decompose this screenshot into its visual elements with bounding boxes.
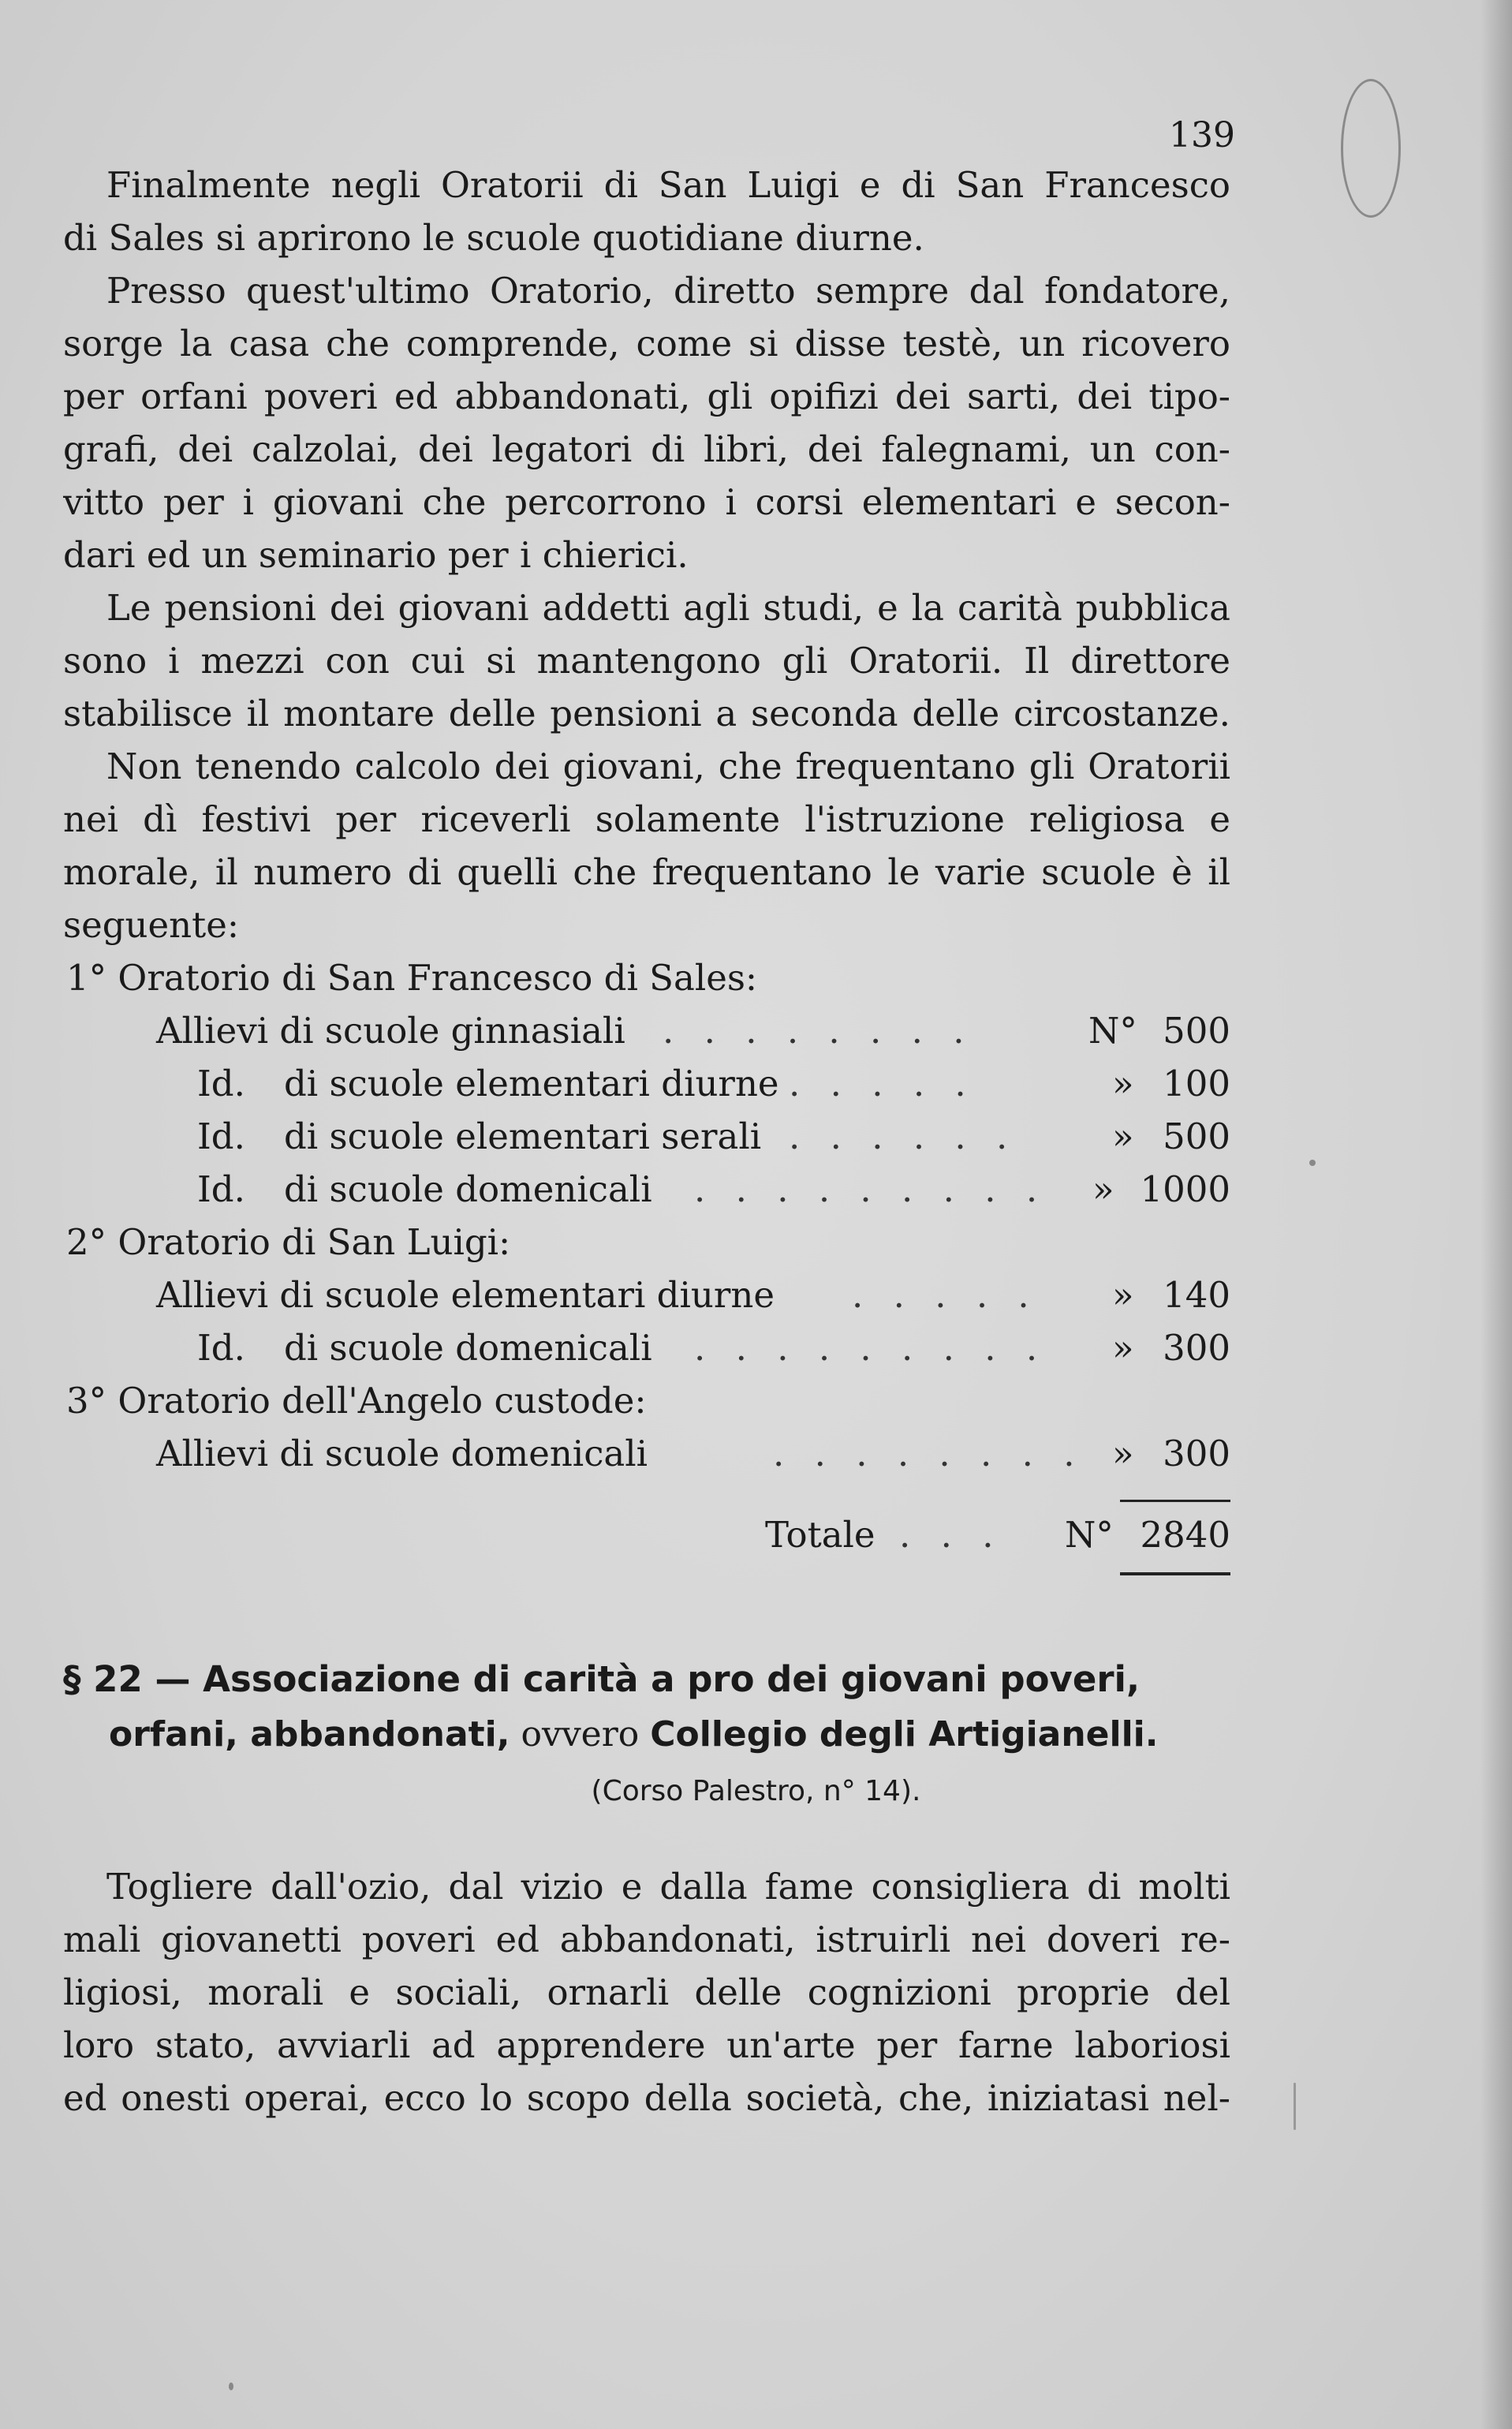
table-row: [63, 1269, 1230, 1321]
total-row: [63, 1508, 1230, 1561]
row-prefix: Id.: [197, 1327, 245, 1369]
text-line: grafi, dei calzolai, dei legatori di libri, dei falegnami, un con-: [63, 428, 1230, 470]
text-line: Non tenendo calcolo dei giovani, che frequentano gli Oratorii: [106, 746, 1230, 787]
section-title-line-1: § 22 — Associazione di carità a pro dei giovani poveri,: [63, 1658, 1141, 1700]
text-line: stabilisce il montare delle pensioni a seconda delle circostanze.: [63, 693, 1230, 734]
row-label: di scuole domenicali: [284, 1327, 652, 1369]
row-label: Allievi di scuole elementari diurne: [156, 1274, 775, 1316]
paragraph-2: [63, 264, 1230, 581]
row-value: 500: [1163, 1115, 1230, 1157]
row-unit: »: [1112, 1433, 1134, 1474]
text-line: sorge la casa che comprende, come si disse testè, un ricovero: [63, 323, 1230, 364]
text-line: ed onesti operai, ecco lo scopo della società, che, iniziatasi nel-: [63, 2077, 1230, 2119]
table-row: [63, 1057, 1230, 1110]
text-line: di Sales si aprirono le scuole quotidiane diurne.: [63, 217, 924, 259]
text-line: morale, il numero di quelli che frequentano le varie scuole è il: [63, 851, 1230, 893]
text-line: dari ed un seminario per i chierici.: [63, 534, 689, 576]
sum-rule: [1120, 1500, 1230, 1502]
section-title-part: Collegio degli Artigianelli.: [650, 1714, 1159, 1754]
text-line: seguente:: [63, 904, 240, 946]
dot-leader: . . .: [899, 1514, 1003, 1556]
row-label: Allievi di scuole ginnasiali: [156, 1010, 625, 1052]
section-address: (Corso Palestro, n° 14).: [591, 1775, 921, 1807]
total-value: 2840: [1140, 1514, 1230, 1556]
table-row: [63, 1321, 1230, 1374]
dot-leader: . . . . . . . . .: [694, 1168, 1047, 1210]
text-line: Togliere dall'ozio, dal vizio e dalla fame consigliera di molti: [106, 1866, 1230, 1908]
row-value: 300: [1163, 1433, 1230, 1474]
text-line: Presso quest'ultimo Oratorio, diretto sempre dal fondatore,: [106, 270, 1230, 312]
row-value: 100: [1163, 1063, 1230, 1104]
oratorio-heading: 1° Oratorio di San Francesco di Sales:: [66, 957, 758, 999]
text-line: nei dì festivi per riceverli solamente l'istruzione religiosa e: [63, 798, 1230, 840]
table-row: [63, 1427, 1230, 1480]
text-line: mali giovanetti poveri ed abbandonati, istruirli nei doveri re-: [63, 1919, 1230, 1960]
dot-leader: . . . . .: [852, 1274, 1039, 1316]
section-title-line-2: [63, 1707, 1262, 1762]
row-unit: »: [1112, 1115, 1134, 1157]
dot-leader: . . . . .: [789, 1063, 976, 1104]
row-value: 500: [1163, 1010, 1230, 1052]
oratorio-heading: 3° Oratorio dell'Angelo custode:: [66, 1380, 647, 1422]
page-number: 139: [1169, 115, 1235, 155]
row-value: 300: [1163, 1327, 1230, 1369]
row-label: di scuole elementari serali: [284, 1115, 762, 1157]
page-edge-shadow: [1480, 0, 1512, 2429]
text-line: Finalmente negli Oratorii di San Luigi e di San Francesco: [106, 164, 1230, 206]
section-title-connector: ovvero: [510, 1714, 651, 1754]
row-unit: N°: [1088, 1010, 1137, 1052]
table-row: [63, 1163, 1230, 1216]
text-line: ligiosi, morali e sociali, ornarli delle cognizioni proprie del: [63, 1971, 1230, 2013]
text-line: vitto per i giovani che percorrono i corsi elementari e secon-: [63, 481, 1230, 523]
section-title-part: orfani, abbandonati,: [109, 1714, 510, 1754]
text-line: sono i mezzi con cui si mantengono gli Oratorii. Il direttore: [63, 640, 1230, 682]
text-line: Le pensioni dei giovani addetti agli studi, e la carità pubblica: [106, 587, 1230, 629]
row-unit: »: [1112, 1063, 1134, 1104]
total-underline: [1120, 1572, 1230, 1575]
row-unit: »: [1112, 1327, 1134, 1369]
row-prefix: Id.: [197, 1168, 245, 1210]
paragraph-1: [63, 159, 1230, 264]
text-line: loro stato, avviarli ad apprendere un'arte per farne laboriosi: [63, 2024, 1230, 2066]
total-label: Totale: [765, 1514, 875, 1556]
paragraph-5: [63, 1860, 1230, 2124]
paper-speck: [229, 2382, 233, 2390]
row-unit: »: [1112, 1274, 1134, 1316]
section-heading: [63, 1652, 1262, 1762]
students-table: [63, 951, 1230, 1480]
row-label: di scuole domenicali: [284, 1168, 652, 1210]
oratorio-heading: 2° Oratorio di San Luigi:: [66, 1221, 511, 1263]
margin-pencil-mark: [1341, 79, 1401, 218]
row-prefix: Id.: [197, 1063, 245, 1104]
row-label: Allievi di scuole domenicali: [156, 1433, 648, 1474]
dot-leader: . . . . . .: [789, 1115, 1017, 1157]
text-line: per orfani poveri ed abbandonati, gli opifizi dei sarti, dei tipo-: [63, 376, 1230, 417]
dot-leader: . . . . . . . . .: [694, 1327, 1047, 1369]
paper-speck: [1294, 2083, 1296, 2130]
row-value: 140: [1163, 1274, 1230, 1316]
row-label: di scuole elementari diurne: [284, 1063, 779, 1104]
table-row: [63, 1004, 1230, 1057]
row-value: 1000: [1140, 1168, 1230, 1210]
paper-speck: [1309, 1160, 1316, 1166]
paragraph-4: [63, 740, 1230, 951]
paragraph-3: [63, 581, 1230, 740]
table-row: [63, 1110, 1230, 1163]
total-unit: N°: [1065, 1514, 1114, 1556]
dot-leader: . . . . . . . .: [663, 1010, 974, 1052]
row-prefix: Id.: [197, 1115, 245, 1157]
dot-leader: . . . . . . . .: [773, 1433, 1085, 1474]
row-unit: »: [1092, 1168, 1114, 1210]
